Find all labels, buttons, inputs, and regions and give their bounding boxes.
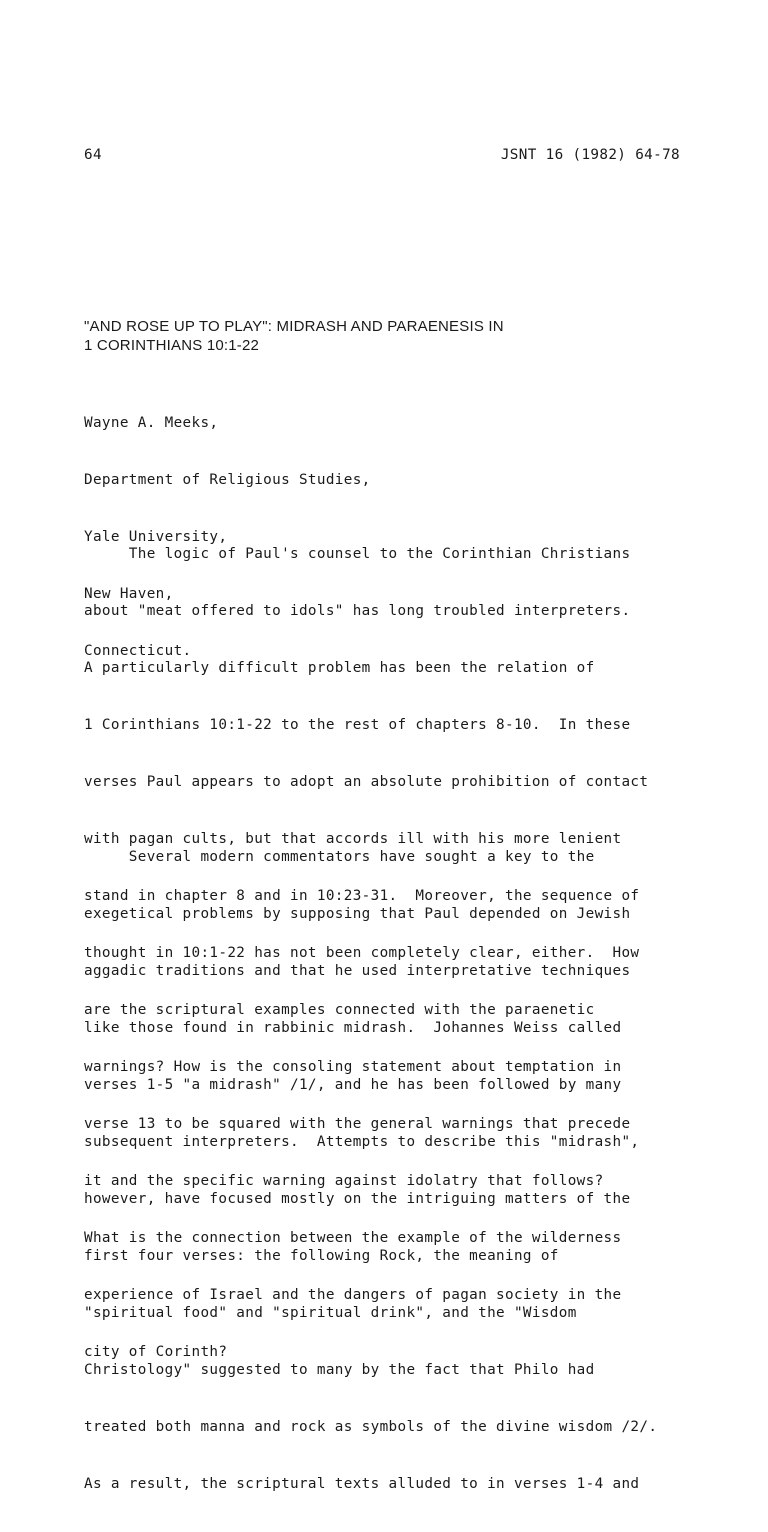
- text-line: warnings? How is the consoling statement about temptation in: [84, 1059, 622, 1075]
- text-line: Christology" suggested to many by the fact that Philo had: [84, 1362, 595, 1378]
- text-line: "spiritual food" and "spiritual drink", and the "Wisdom: [84, 1305, 577, 1321]
- author-name: Wayne A. Meeks,: [84, 415, 219, 431]
- text-line: first four verses: the following Rock, the meaning of: [84, 1248, 559, 1264]
- article-title: [84, 317, 504, 355]
- text-line: thought in 10:1-22 has not been completely clear, either. How: [84, 945, 640, 961]
- journal-reference: JSNT 16 (1982) 64-78: [500, 147, 680, 163]
- author-state: Connecticut.: [84, 643, 192, 659]
- text-line: about "meat offered to idols" has long troubled interpreters.: [84, 603, 631, 619]
- text-line: with pagan cults, but that accords ill with his more lenient: [84, 831, 622, 847]
- text-line: like those found in rabbinic midrash. Johannes Weiss called: [84, 1020, 622, 1036]
- text-line: it and the specific warning against idolatry that follows?: [84, 1173, 604, 1189]
- author-department: Department of Religious Studies,: [84, 472, 371, 488]
- text-line: however, have focused mostly on the intriguing matters of the: [84, 1191, 631, 1207]
- text-line: verse 13 to be squared with the general warnings that precede: [84, 1116, 631, 1132]
- text-line: As a result, the scriptural texts alluded to in verses 1-4 and: [84, 1476, 640, 1492]
- text-line: stand in chapter 8 and in 10:23-31. Moreover, the sequence of: [84, 888, 640, 904]
- text-line: experience of Israel and the dangers of pagan society in the: [84, 1287, 622, 1303]
- author-city: New Haven,: [84, 586, 174, 602]
- text-line: A particularly difficult problem has been the relation of: [84, 660, 595, 676]
- text-line: treated both manna and rock as symbols of the divine wisdom /2/.: [84, 1419, 658, 1435]
- text-line: 1 Corinthians 10:1-22 to the rest of chapters 8-10. In these: [84, 717, 631, 733]
- body-paragraph-2: [84, 810, 657, 1532]
- author-university: Yale University,: [84, 529, 228, 545]
- text-line: verses Paul appears to adopt an absolute prohibition of contact: [84, 774, 649, 790]
- text-line: verses 1-5 "a midrash" /1/, and he has been followed by many: [84, 1077, 622, 1093]
- text-line: Several modern commentators have sought a key to the: [84, 849, 595, 865]
- text-line: subsequent interpreters. Attempts to describe this "midrash",: [84, 1134, 640, 1150]
- title-line: "AND ROSE UP TO PLAY": MIDRASH AND PARAENESIS IN: [84, 318, 504, 335]
- title-line: 1 CORINTHIANS 10:1-22: [84, 337, 260, 354]
- text-line: What is the connection between the example of the wilderness: [84, 1230, 622, 1246]
- page-number: 64: [84, 147, 102, 163]
- text-line: city of Corinth?: [84, 1344, 228, 1360]
- text-line: exegetical problems by supposing that Paul depended on Jewish: [84, 906, 631, 922]
- text-line: aggadic traditions and that he used interpretative techniques: [84, 963, 631, 979]
- text-line: The logic of Paul's counsel to the Corinthian Christians: [84, 546, 631, 562]
- text-line: are the scriptural examples connected with the paraenetic: [84, 1002, 595, 1018]
- running-head: [84, 146, 680, 166]
